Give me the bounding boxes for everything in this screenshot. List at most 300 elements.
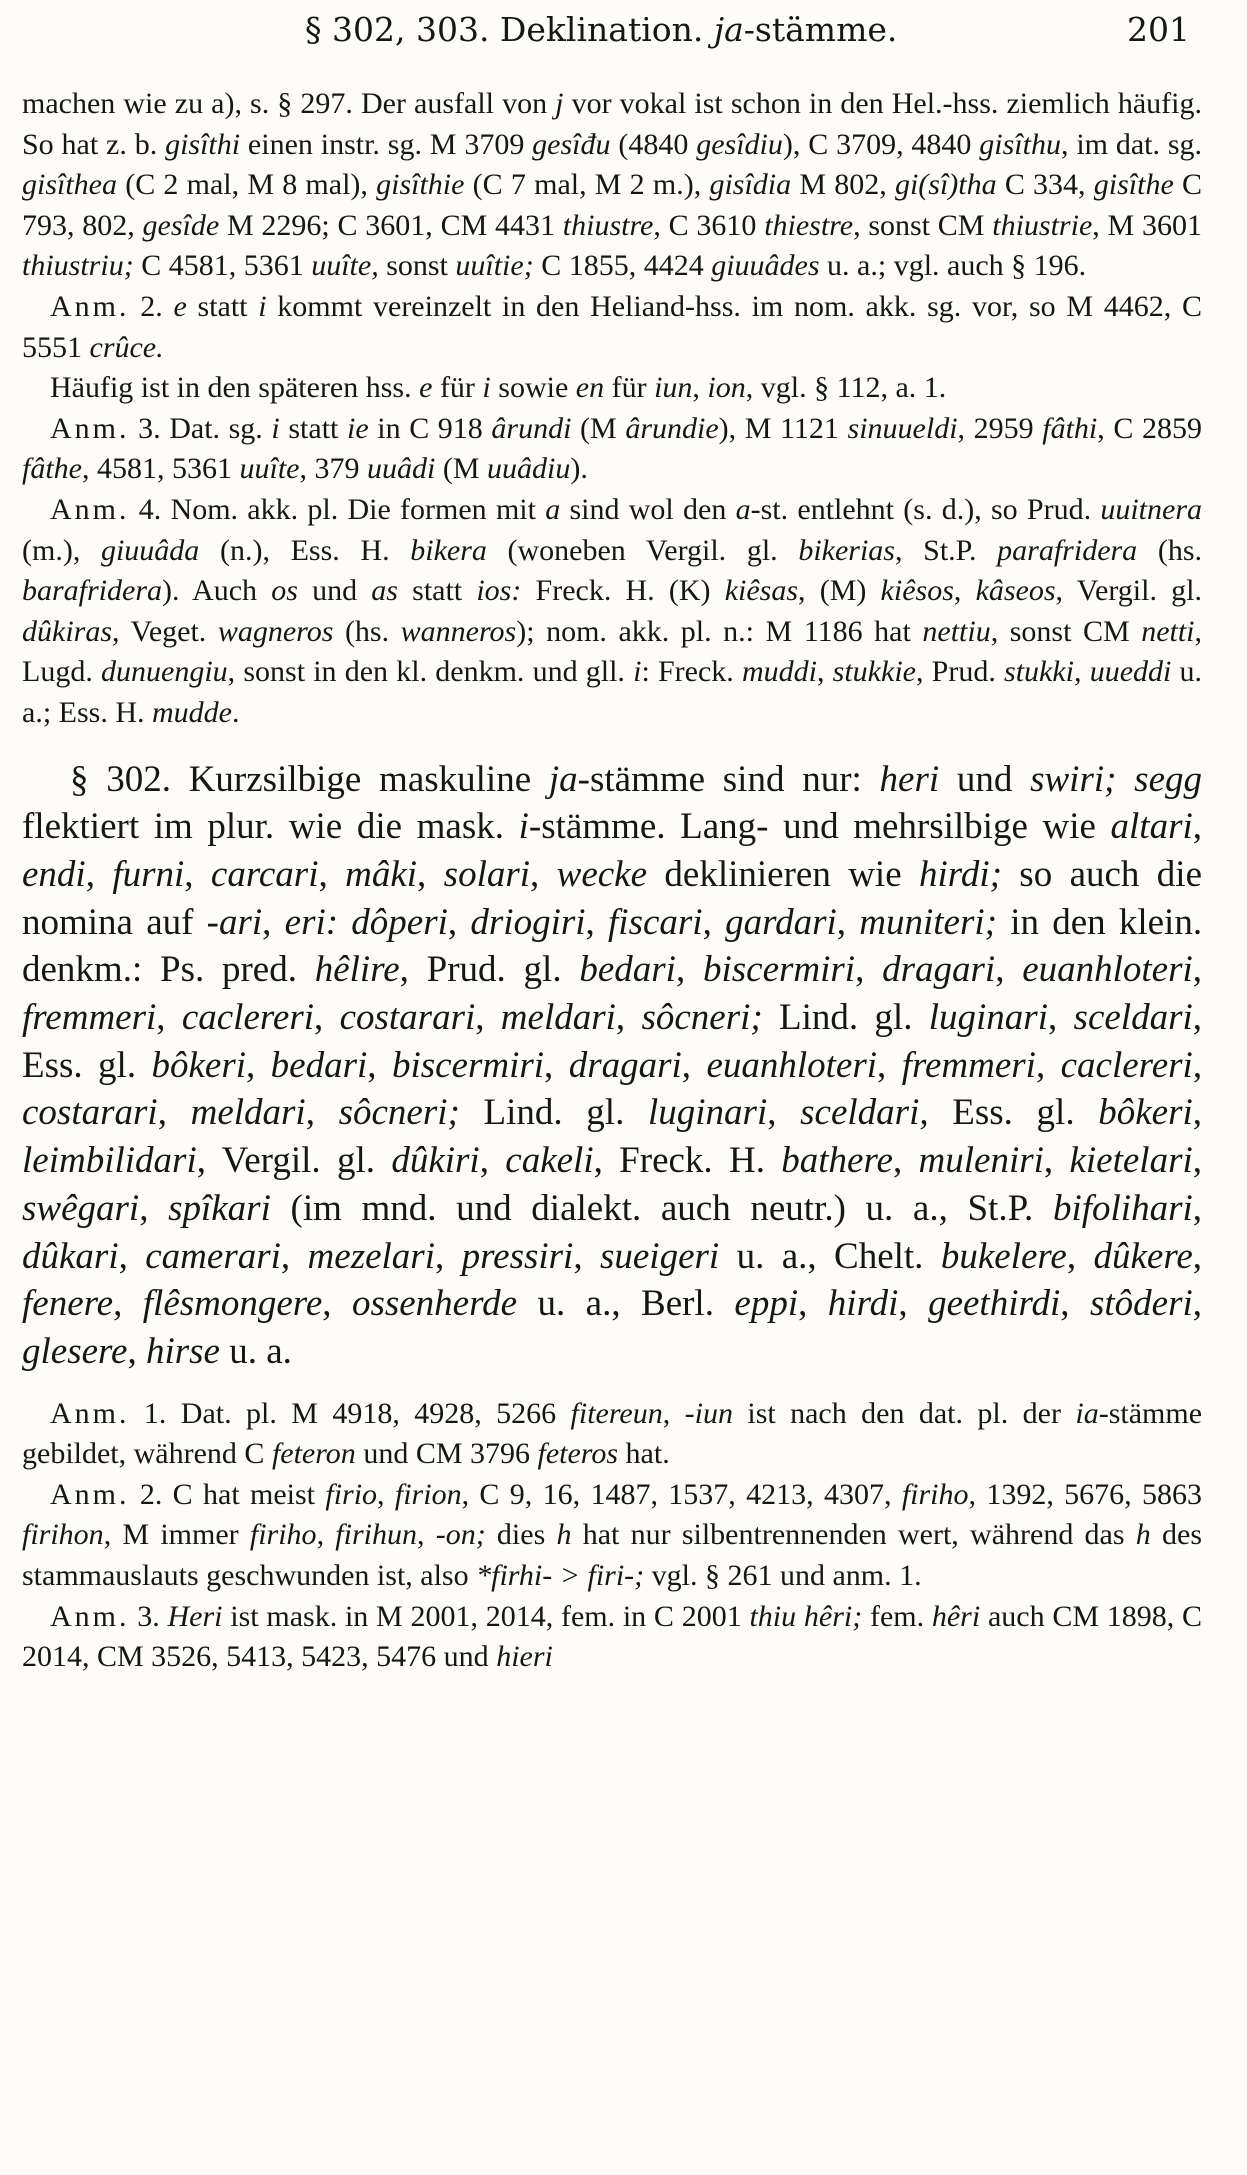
text-run: (C 7 mal, M 2 m.), (464, 168, 710, 202)
text-run: , (855, 949, 883, 991)
text-run: , C 3610 (653, 208, 765, 242)
text-run: , St.P. (894, 533, 998, 567)
text-run: ), C 3709, 4840 (782, 127, 980, 161)
text-run: , 2959 (957, 411, 1043, 445)
text-run: , (1035, 1044, 1061, 1086)
text-run: (im mnd. und dialekt. auch neutr.) u. a., St.P. (270, 1187, 1053, 1229)
text-run: , Ess. gl. (22, 997, 1202, 1086)
italic-word: fiscari (608, 901, 703, 943)
italic-word: muniteri; (859, 901, 997, 943)
text-run: , (157, 1092, 191, 1134)
italic-word: sôcneri; (641, 997, 763, 1039)
text-run: hat nur silbentrennenden wert, während das (571, 1518, 1136, 1552)
italic-word: caclereri (1060, 1044, 1193, 1086)
text-run: , Vergil. gl. (196, 1140, 392, 1182)
text-run: , sonst in den kl. denkm. und gll. (227, 655, 634, 689)
header-title-a: § 302, 303. Deklination. (305, 10, 714, 49)
text-run: ist nach den dat. pl. der (732, 1396, 1076, 1430)
italic-word: uuîte, (311, 249, 379, 283)
text-run: -stämme. Lang- und mehrsilbige wie (528, 806, 1111, 848)
note-label: Anm. (50, 1599, 130, 1633)
text-run: , 4581, 5361 (82, 452, 240, 486)
italic-word: feteron (271, 1437, 356, 1471)
text-run: , (475, 997, 501, 1039)
note-label: Anm. (50, 492, 130, 526)
italic-word: dûkari (22, 1235, 119, 1277)
italic-word: firiho (901, 1477, 969, 1511)
italic-word: mâki (345, 853, 418, 895)
text-run: M 802, (791, 168, 895, 202)
text-run: dies (485, 1518, 557, 1552)
italic-word: eppi (734, 1283, 799, 1325)
italic-word: costarari (22, 1092, 158, 1134)
italic-word: meldari (190, 1092, 306, 1134)
italic-word: stôderi (1089, 1283, 1193, 1325)
italic-word: heri (879, 758, 940, 800)
italic-word: hêri (931, 1599, 981, 1633)
italic-word: hêlire (314, 949, 400, 991)
text-run: , (262, 901, 285, 943)
text-run: (m.), (22, 533, 101, 567)
italic-word: swiri; segg (1030, 758, 1202, 800)
paragraph-continuation (22, 84, 1202, 287)
text-run: (n.), Ess. H. (199, 533, 411, 567)
italic-word: bedari (270, 1044, 368, 1086)
italic-word: kietelari (1069, 1140, 1193, 1182)
text-run: , Prud. gl. (399, 949, 580, 991)
note-anm-4 (22, 490, 1202, 734)
text-run: ), M 1121 (718, 411, 848, 445)
italic-word: Heri (167, 1599, 223, 1633)
italic-word: ja (548, 758, 578, 800)
italic-word: costarari (339, 997, 476, 1039)
text-run: , (246, 1044, 271, 1086)
italic-word: firiho (249, 1518, 317, 1552)
text-run: , (184, 853, 211, 895)
italic-word: euanhloteri (706, 1044, 878, 1086)
text-run: , (416, 1518, 436, 1552)
italic-word: thiestre (764, 208, 854, 242)
text-run: C 793, 802, (22, 168, 1202, 242)
text-run: , (479, 1140, 506, 1182)
text-run: des stammauslauts geschwunden ist, also (22, 1518, 1203, 1593)
text-run: , (953, 574, 976, 608)
text-run: , (305, 1092, 339, 1134)
italic-word: solari (443, 853, 531, 895)
italic-word: a (735, 492, 751, 526)
italic-word: leimbilidari (22, 1140, 197, 1182)
text-run: , (1043, 1140, 1070, 1182)
italic-word: eri: dôperi (284, 901, 448, 943)
italic-word: fitereun (570, 1396, 663, 1430)
text-run: . (231, 695, 240, 729)
text-run: -st. entlehnt (s. d.), so Prud. (750, 492, 1101, 526)
text-run: Ess. gl. (928, 1092, 1099, 1134)
text-run: , Lugd. (22, 614, 1203, 689)
italic-word: wanneros (400, 614, 517, 648)
note-label: Anm. (50, 1396, 130, 1430)
italic-word: i (258, 289, 267, 323)
text-run: , (662, 1396, 685, 1430)
text-run: , (1192, 1140, 1203, 1182)
italic-word: endi (22, 853, 86, 895)
italic-word: sôcneri; (338, 1092, 460, 1134)
text-run: , (1074, 655, 1090, 689)
italic-word: feteros (537, 1437, 619, 1471)
text-run: , (322, 1283, 352, 1325)
italic-word: carcari (210, 853, 319, 895)
italic-word: muddi (741, 655, 817, 689)
text-run: , sonst CM (853, 208, 993, 242)
italic-word: firihon (22, 1518, 104, 1552)
italic-word: stukkie (832, 655, 916, 689)
paragraph-haeufig (22, 368, 1202, 409)
text-run: , (544, 1044, 569, 1086)
text-run: , (113, 1283, 143, 1325)
text-run: und (297, 574, 372, 608)
italic-word: mezelari (307, 1235, 435, 1277)
text-run: auch CM 1898, C 2014, CM 3526, 5413, 5423, 5476 und (22, 1599, 1203, 1674)
text-run: hat. (618, 1437, 670, 1471)
italic-word: dûkere (1093, 1235, 1193, 1277)
italic-word: biscermiri (702, 949, 856, 991)
section-302-note-anm-1 (22, 1394, 1202, 1475)
italic-word: nettiu (922, 614, 991, 648)
italic-word: i (633, 655, 642, 689)
text-run: , (692, 371, 708, 405)
text-run: u. a., Chelt. (719, 1235, 941, 1277)
italic-word: gisîthie (376, 168, 465, 202)
italic-word: bathere (781, 1140, 893, 1182)
text-run: , (85, 853, 113, 895)
text-run: u. a.; vgl. auch § 196. (819, 249, 1087, 283)
text-run: ); nom. akk. pl. n.: M 1186 hat (516, 614, 923, 648)
italic-word: gisîthe (1093, 168, 1174, 202)
text-run: 3. (129, 1599, 168, 1633)
italic-word: firion (394, 1477, 462, 1511)
italic-word: altari (1110, 806, 1193, 848)
italic-word: uuîtie; (455, 249, 534, 283)
text-run: (M (435, 452, 488, 486)
text-run: , (127, 1330, 146, 1372)
italic-word: cakeli (505, 1140, 594, 1182)
italic-word: dunuengiu (101, 655, 228, 689)
text-run: , sonst CM (990, 614, 1142, 648)
text-run: und CM 3796 (355, 1437, 538, 1471)
italic-word: hirdi; (919, 853, 1002, 895)
text-run: sowie (490, 371, 576, 405)
text-run: für (604, 371, 655, 405)
italic-word: muleniri (918, 1140, 1044, 1182)
italic-word: thiustrie (992, 208, 1093, 242)
text-run: u. a.; Ess. H. (22, 655, 1203, 729)
text-run: ist mask. in M 2001, 2014, fem. in C 2001 (222, 1599, 750, 1633)
italic-word: en (575, 371, 605, 405)
italic-word: iun (654, 371, 693, 405)
text-run: 3. Dat. sg. (129, 411, 272, 445)
text-run: , (377, 1477, 395, 1511)
italic-word: -ari (206, 901, 263, 943)
page-number: 201 (1127, 10, 1190, 49)
text-run: 2. (129, 289, 174, 323)
italic-word: spîkari (168, 1187, 271, 1229)
italic-word: pressiri (461, 1235, 574, 1277)
italic-word: parafridera (997, 533, 1138, 567)
italic-word: luginari (928, 997, 1048, 1039)
italic-word: sceldari (1073, 997, 1193, 1039)
body-text (22, 84, 1202, 1678)
italic-word: gi(sî)tha (894, 168, 997, 202)
text-run: , (1192, 1092, 1203, 1134)
text-run: , (1192, 1187, 1203, 1229)
italic-word: dragari (882, 949, 996, 991)
text-run: , Freck. H. (593, 1140, 782, 1182)
italic-word: bikera (410, 533, 487, 567)
text-run: , (417, 853, 444, 895)
text-run: , Vergil. gl. (1055, 574, 1202, 608)
italic-word: os (271, 574, 298, 608)
italic-word: gisîthea (22, 168, 117, 202)
italic-word: barafridera (22, 574, 163, 608)
text-run: C 1855, 4424 (533, 249, 712, 283)
text-run: , (1060, 1283, 1090, 1325)
text-run: , (573, 1235, 600, 1277)
italic-word: h (1135, 1518, 1151, 1552)
text-run: C 334, (996, 168, 1094, 202)
italic-word: dragari (568, 1044, 682, 1086)
note-label: Anm. (50, 289, 130, 323)
text-run: statt (279, 411, 347, 445)
text-run: (C 2 mal, M 8 mal), (117, 168, 377, 202)
text-run: -stämme sind nur: (577, 758, 880, 800)
text-run: (woneben Vergil. gl. (486, 533, 799, 567)
text-run: für (432, 371, 483, 405)
text-run: sind wol den (560, 492, 736, 526)
italic-word: bedari (579, 949, 676, 991)
italic-word: *firhi- > firi-; (476, 1559, 645, 1593)
text-run: , (447, 901, 471, 943)
italic-word: mudde (152, 695, 232, 729)
note-label: Anm. (50, 1477, 130, 1511)
running-header (305, 8, 1055, 52)
text-run: deklinieren wie (647, 853, 920, 895)
text-run: u. a. (219, 1330, 292, 1372)
italic-word: gardari (725, 901, 837, 943)
text-run: ). Auch (162, 574, 272, 608)
italic-word: thiustriu; (22, 249, 134, 283)
italic-word: ossenherde (351, 1283, 518, 1325)
italic-word: e (173, 289, 187, 323)
text-run: , M 3601 (1092, 208, 1202, 242)
section-302-note-anm-2 (22, 1475, 1202, 1597)
text-run: 2. C hat meist (129, 1477, 326, 1511)
italic-word: ârundie (625, 411, 719, 445)
section-302 (22, 756, 1202, 1376)
text-run: , C 2859 (1097, 411, 1202, 445)
text-run: , (118, 1235, 146, 1277)
italic-word: thiu hêri; (749, 1599, 863, 1633)
section-302-note-anm-3 (22, 1597, 1202, 1678)
italic-word: e (419, 371, 433, 405)
italic-word: uuâdiu (487, 452, 571, 486)
text-run: (hs. (1137, 533, 1202, 567)
italic-word: ios: (476, 574, 522, 608)
italic-word: hieri (496, 1640, 553, 1674)
text-run: , (767, 1092, 801, 1134)
italic-word: -on; (435, 1518, 486, 1552)
text-run: , M immer (103, 1518, 250, 1552)
text-run: , im dat. sg. (1060, 127, 1203, 161)
text-run: , (156, 997, 182, 1039)
italic-word: i (518, 806, 529, 848)
text-run: , (798, 1283, 828, 1325)
italic-word: fremmeri (901, 1044, 1036, 1086)
text-run: : Freck. (641, 655, 742, 689)
text-run: , (1192, 1283, 1203, 1325)
note-anm-2 (22, 287, 1202, 368)
text-run: statt (186, 289, 259, 323)
text-run: , (615, 997, 642, 1039)
text-run: Lind. gl. (459, 1092, 648, 1134)
text-run: , (1192, 1235, 1203, 1277)
italic-word: meldari (500, 997, 616, 1039)
text-run: , vgl. § 112, a. 1. (745, 371, 947, 405)
text-run: , (702, 901, 726, 943)
text-run: (hs. (333, 614, 401, 648)
text-run: 1. Dat. pl. M 4918, 4928, 5266 (129, 1396, 571, 1430)
text-run: machen wie zu a), s. § 297. Der ausfall von (22, 87, 556, 120)
text-run: kommt vereinzelt in den Heliand-hss. im nom. akk. sg. vor, so M 4462, C 5551 (22, 289, 1202, 364)
text-run: , Prud. (915, 655, 1005, 689)
italic-word: kâseos (975, 574, 1056, 608)
italic-word: geethirdi (928, 1283, 1061, 1325)
italic-word: uuâdi (367, 452, 436, 486)
italic-word: luginari (647, 1092, 768, 1134)
italic-word: giuuâda (100, 533, 200, 567)
italic-word: camerari (145, 1235, 281, 1277)
italic-word: gesîđu (532, 127, 611, 161)
text-run: § 302. Kurzsilbige maskuline (70, 758, 549, 800)
text-run: in C 918 (368, 411, 492, 445)
text-run: und (939, 758, 1031, 800)
text-run: in den klein. denkm.: Ps. pred. (22, 901, 1203, 991)
text-run: , (995, 949, 1023, 991)
italic-word: thiustre (562, 208, 654, 242)
note-anm-3 (22, 409, 1202, 490)
text-run: flektiert im plur. wie die mask. (22, 806, 519, 848)
note-label: Anm. (50, 411, 130, 445)
text-run: , (585, 901, 609, 943)
text-run: , (316, 1518, 336, 1552)
italic-word: fâthe (22, 452, 82, 486)
text-run: sonst (378, 249, 456, 283)
italic-word: bôkeri (1098, 1092, 1193, 1134)
italic-word: netti (1141, 614, 1195, 648)
italic-word: bifolihari (1052, 1187, 1193, 1229)
italic-word: -iun (684, 1396, 733, 1430)
italic-word: uuîte (239, 452, 300, 486)
italic-word: driogiri (470, 901, 586, 943)
italic-word: firihun (335, 1518, 417, 1552)
text-run: , (314, 997, 340, 1039)
italic-word: hirse (145, 1330, 220, 1372)
italic-word: hirdi (827, 1283, 899, 1325)
text-run: vgl. § 261 und anm. 1. (644, 1559, 922, 1593)
text-run: , (1192, 806, 1203, 848)
text-run: , (M) (798, 574, 881, 608)
text-run: C 4581, 5361 (133, 249, 312, 283)
text-run: , (318, 853, 346, 895)
italic-word: uueddi (1089, 655, 1172, 689)
italic-word: dûkiras (22, 614, 112, 648)
italic-word: i (271, 411, 280, 445)
italic-word: fenere (22, 1283, 114, 1325)
text-run: statt (397, 574, 477, 608)
text-run: , (681, 1044, 707, 1086)
text-run: so auch die nomina auf (22, 853, 1203, 943)
italic-word: bukelere (940, 1235, 1067, 1277)
italic-word: biscermiri (391, 1044, 545, 1086)
text-run: (4840 (610, 127, 697, 161)
text-run: , (877, 1044, 902, 1086)
italic-word: euanhloteri (1022, 949, 1193, 991)
text-run: vor vokal ist schon in den Hel.-hss. ziemlich häufig. So hat z. b. (22, 87, 1202, 161)
italic-word: as (371, 574, 398, 608)
text-run: , (434, 1235, 462, 1277)
text-run: -stämme gebildet, während C (22, 1396, 1203, 1471)
text-run: , 1392, 5676, 5863 (968, 1477, 1203, 1511)
italic-word: giuuâdes (711, 249, 820, 283)
italic-word: ie (346, 411, 369, 445)
italic-word: h (556, 1518, 572, 1552)
italic-word: ion (707, 371, 746, 405)
header-title-em: ja (713, 10, 744, 49)
text-run: , (836, 901, 860, 943)
italic-word: wecke (556, 853, 648, 895)
italic-word: dûkiri (391, 1140, 480, 1182)
text-run: ). (570, 452, 588, 486)
italic-word: gesîdiu (696, 127, 783, 161)
header-title-b: -stämme. (743, 10, 898, 49)
italic-word: glesere (22, 1330, 128, 1372)
italic-word: gisîdia (709, 168, 792, 202)
italic-word: gesîde (142, 208, 220, 242)
italic-word: a (545, 492, 561, 526)
italic-word: sinuueldi (847, 411, 958, 445)
text-run: , (1048, 997, 1074, 1039)
italic-word: gisîthi (165, 127, 241, 161)
text-run: , 379 (299, 452, 367, 486)
italic-word: kiêsos (880, 574, 954, 608)
text-run: einen instr. sg. M 3709 (240, 127, 533, 161)
italic-word: gisîthu (979, 127, 1061, 161)
italic-word: ia (1075, 1396, 1099, 1430)
italic-word: caclereri (181, 997, 315, 1039)
text-run: , Veget. (112, 614, 218, 648)
italic-word: sceldari, (800, 1092, 929, 1134)
text-run: , (675, 949, 703, 991)
italic-word: ârundi (491, 411, 572, 445)
text-run: , (530, 853, 557, 895)
text-run: (M (571, 411, 626, 445)
text-run: Häufig ist in den späteren hss. (50, 371, 420, 405)
text-run: , (280, 1235, 308, 1277)
text-run: , (1066, 1235, 1094, 1277)
italic-word: wagneros (217, 614, 334, 648)
text-run: u. a., Berl. (517, 1283, 735, 1325)
text-run: , (1192, 1044, 1203, 1086)
text-run: , (139, 1187, 169, 1229)
